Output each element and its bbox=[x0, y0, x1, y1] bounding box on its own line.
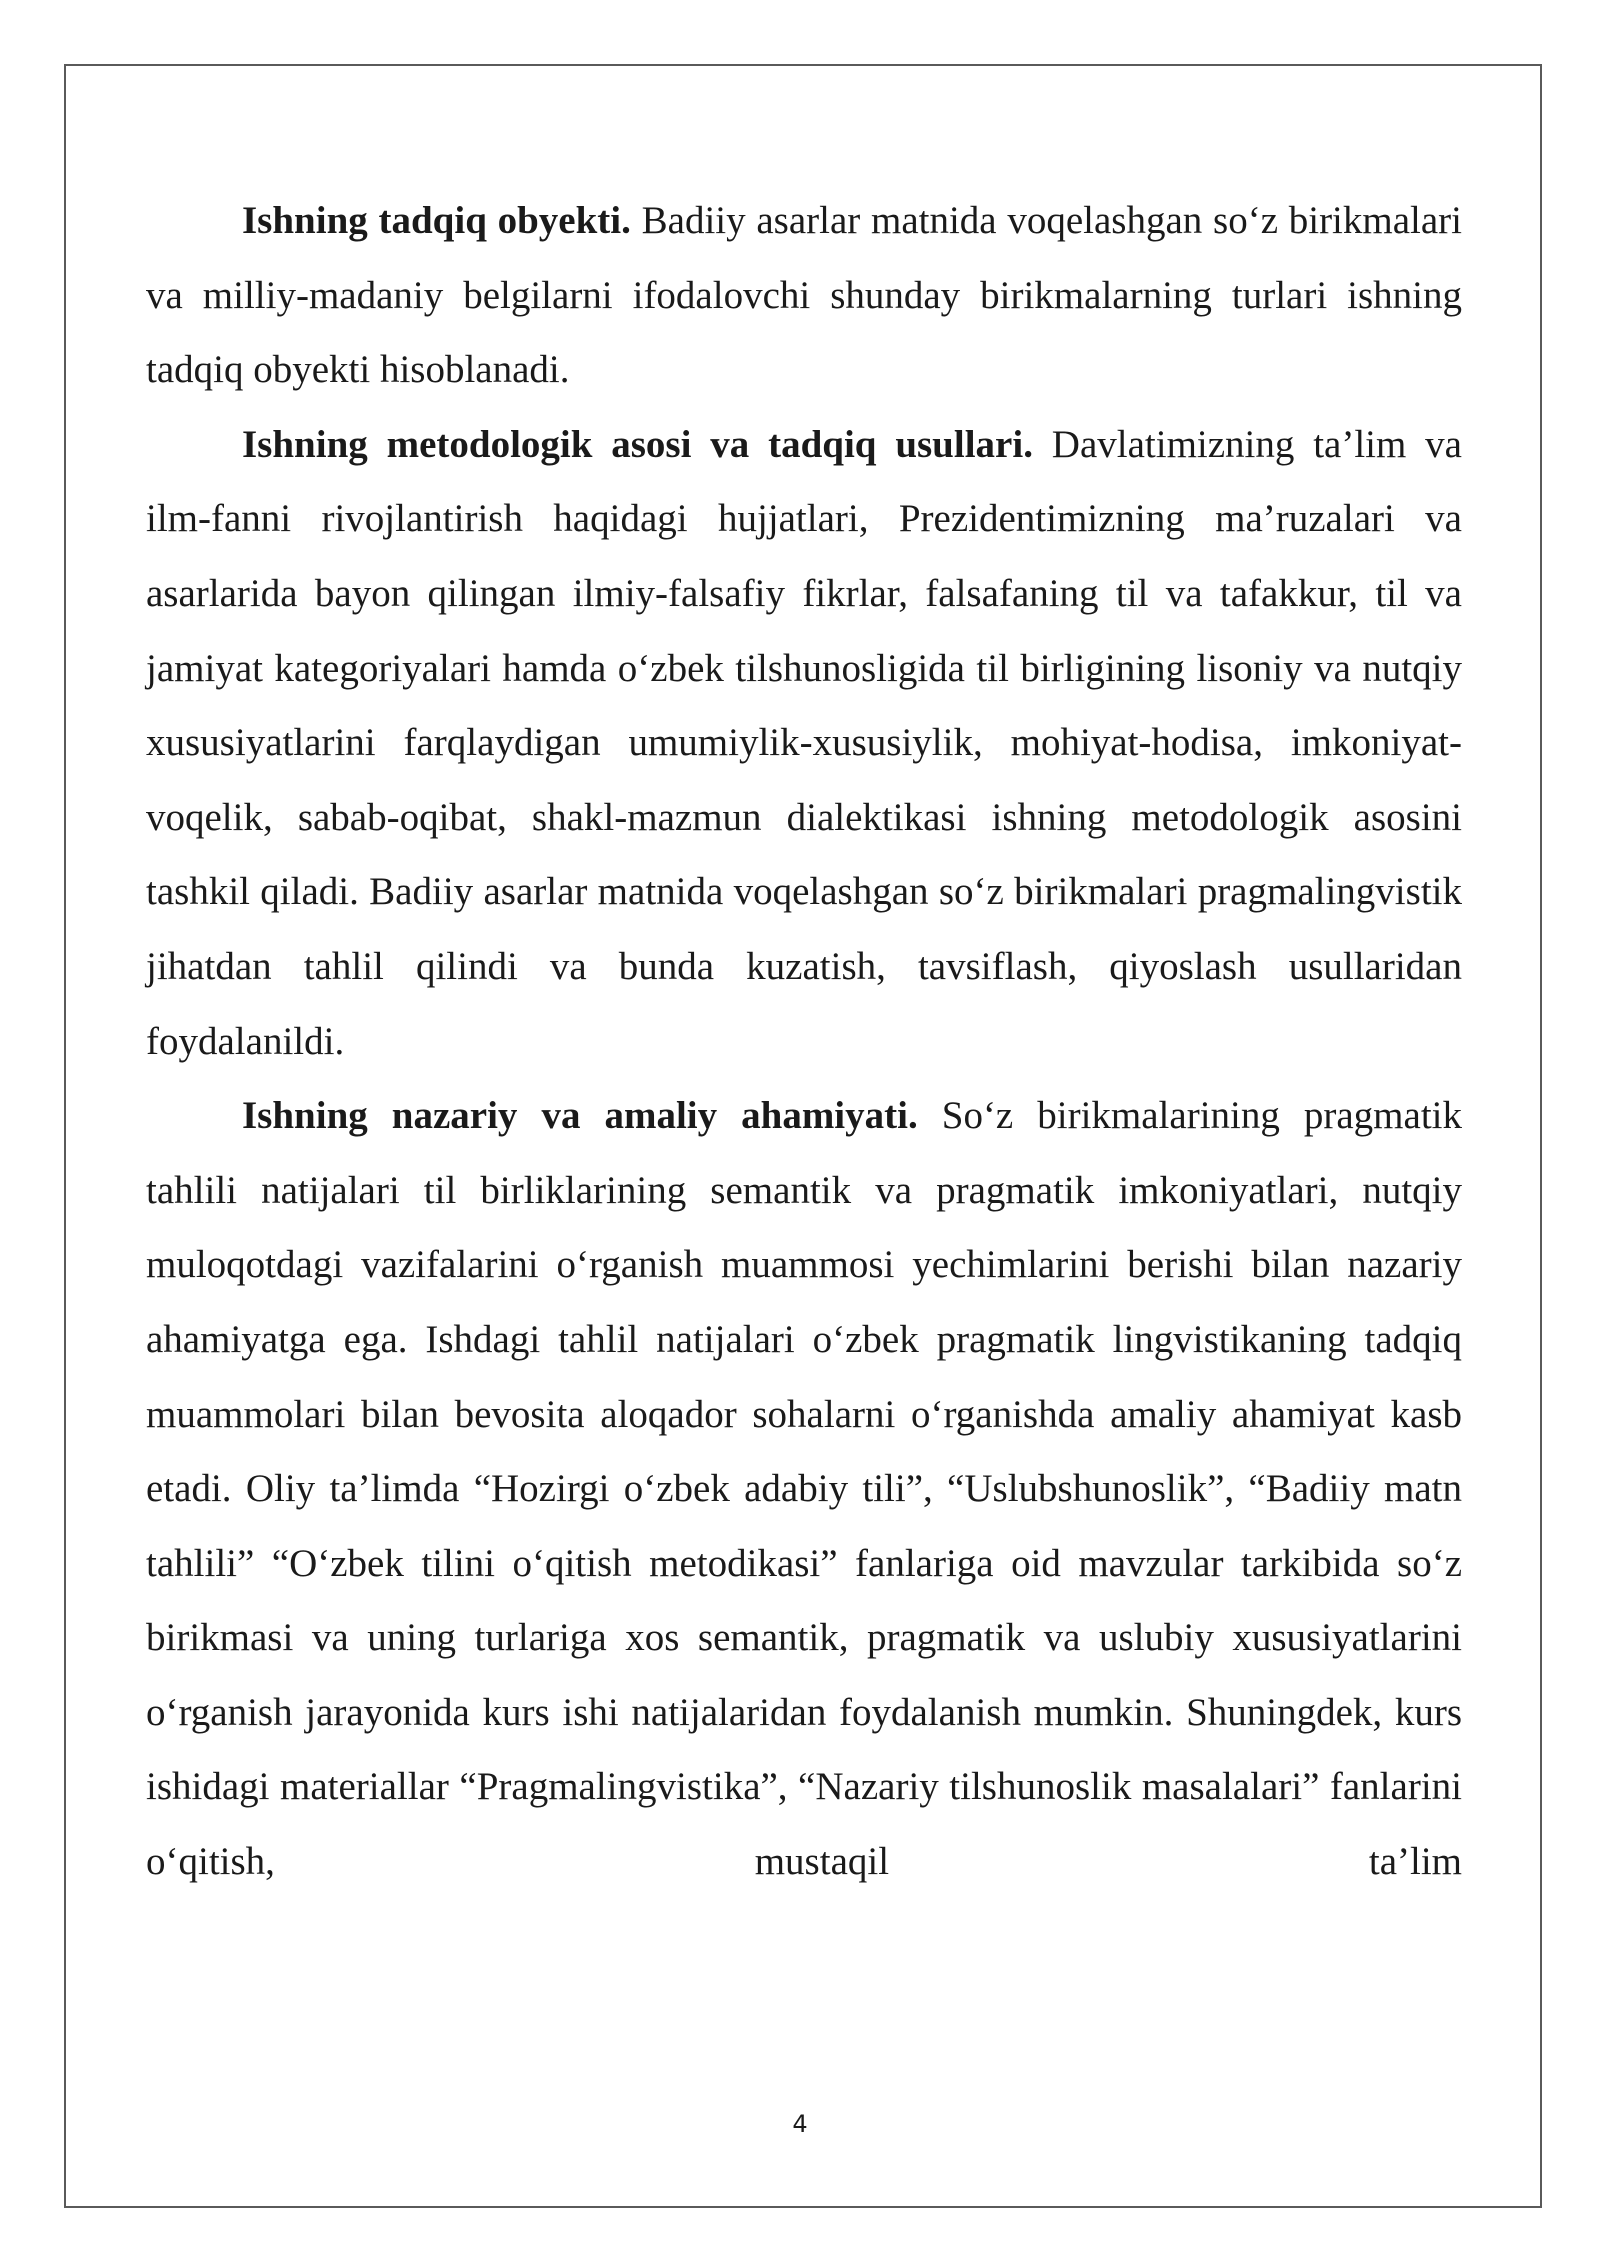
paragraph-significance bbox=[146, 1079, 1462, 1900]
page-number: 4 bbox=[792, 2110, 808, 2138]
paragraph-text: Davlatimizning ta’lim va ilm-fanni rivojlantirish haqidagi hujjatlari, Prezidentimizning ma’ruzalari va asarlarida bayon qilingan ilmiy-falsafiy fikrlar, falsafaning til va tafakkur, til va jamiyat kategoriyalari hamda o‘zbek tilshunosligida til birligining lisoniy va nutqiy xususiyatlarini farqlaydigan umumiylik-xususiylik, mohiyat-hodisa, imkoniyat-voqelik, sabab-oqibat, shakl-mazmun dialektikasi ishning metodologik asosini tashkil qiladi. Badiiy asarlar matnida voqelashgan so‘z birikmalari pragmalingvistik jihatdan tahlil qilindi va bunda kuzatish, tavsiflash, qiyoslash usullaridan foydalanildi. bbox=[146, 422, 1462, 1063]
paragraph-heading: Ishning metodologik asosi va tadqiq usullari. bbox=[242, 422, 1033, 466]
document-body bbox=[146, 184, 1462, 1900]
paragraph-text: Badiiy asarlar matnida voqelashgan so‘z birikmalari va milliy-madaniy belgilarni ifodalovchi shunday birikmalarning turlari ishning tadqiq obyekti hisoblanadi. bbox=[146, 199, 1463, 392]
paragraph-heading: Ishning tadqiq obyekti. bbox=[242, 199, 631, 242]
paragraph-methodology bbox=[146, 408, 1462, 1079]
paragraph-text: So‘z birikmalarining pragmatik tahlili natijalari til birliklarining semantik va pragmatik imkoniyatlari, nutqiy muloqotdagi vazifalarini o‘rganish muammosi yechimlarini berishi bilan nazariy ahamiyatga ega. Ishdagi tahlil natijalari o‘zbek pragmatik lingvistikaning tadqiq muammolari bilan bevosita aloqador sohalarni o‘rganishda amaliy ahamiyat kasb etadi. Oliy ta’limda “Hozirgi o‘zbek adabiy tili”, “Uslubshunoslik”, “Badiiy matn tahlili” “O‘zbek tilini o‘qitish metodikasi” fanlariga oid mavzular tarkibida so‘z birikmasi va uning turlariga xos semantik, pragmatik va uslubiy xususiyatlarini o‘rganish jarayonida kurs ishi natijalaridan foydalanish mumkin. Shuningdek, kurs ishidagi materiallar “Pragmalingvistika”, “Nazariy tilshunoslik masalalari” fanlarini o‘qitish, mustaqil ta’lim bbox=[146, 1094, 1462, 1884]
paragraph-research-object bbox=[146, 184, 1462, 408]
paragraph-heading: Ishning nazariy va amaliy ahamiyati. bbox=[242, 1094, 918, 1138]
